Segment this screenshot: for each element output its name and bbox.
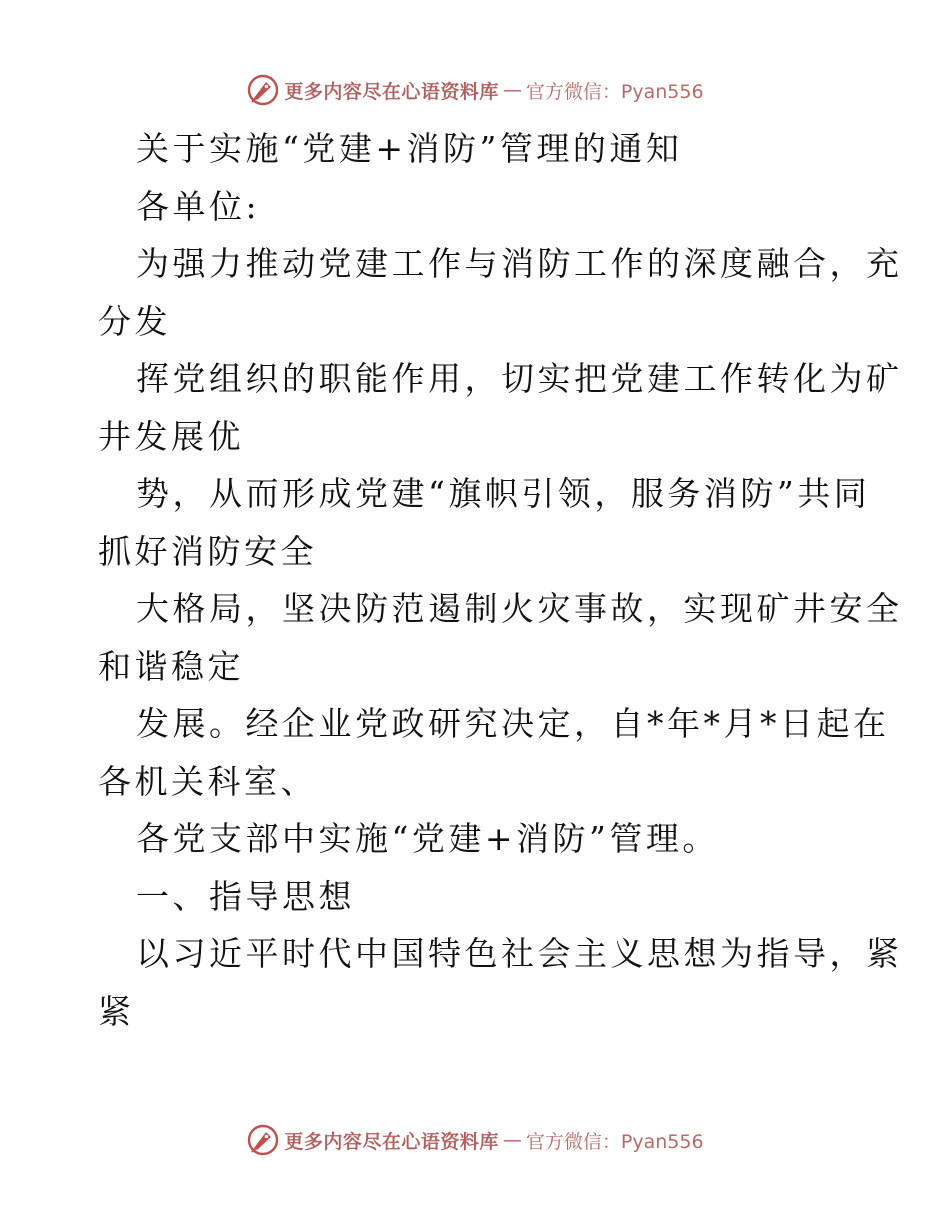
paragraph-line: 挥党组织的职能作用，切实把党建工作转化为矿 [136,359,903,398]
watermark-banner-bottom [0,1120,950,1160]
paragraph-line: 各党支部中实施“党建+消防”管理。 [136,819,719,858]
document-title: 关于实施“党建+消防”管理的通知 [136,129,683,168]
paragraph-line: 抓好消防安全 [98,531,317,571]
paragraph-line: 以习近平时代中国特色社会主义思想为指导，紧 [136,934,903,973]
watermark-wechat-text: 官方微信：Pyan556 [525,80,704,103]
paragraph-line: 发展。经企业党政研究决定，自*年*月*日起在 [136,704,890,743]
document-body [98,120,903,1040]
paragraph-line: 大格局，坚决防范遏制火灾事故，实现矿井安全 [136,589,903,628]
watermark-brand-text: 更多内容尽在心语资料库 [284,1130,499,1153]
paragraph-line: 为强力推动党建工作与消防工作的深度融合，充 [136,244,903,283]
paragraph-line: 和谐稳定 [98,646,244,686]
watermark-separator: — [502,1129,522,1151]
pen-nib-logo-icon [246,73,280,107]
paragraph-line: 势，从而形成党建“旗帜引领，服务消防”共同 [136,474,871,513]
watermark-banner-top [0,70,950,110]
paragraph-line: 井发展优 [98,416,244,456]
paragraph-line: 各机关科室、 [98,761,317,801]
pen-nib-logo-icon [246,1123,280,1157]
watermark-wechat-text: 官方微信：Pyan556 [525,1130,704,1153]
watermark-brand-text: 更多内容尽在心语资料库 [284,80,499,103]
document-salutation: 各单位: [136,186,261,226]
paragraph-line: 分发 [98,301,171,341]
section-heading: 一、指导思想 [136,876,355,916]
paragraph-line: 紧 [98,991,135,1031]
watermark-separator: — [502,79,522,101]
